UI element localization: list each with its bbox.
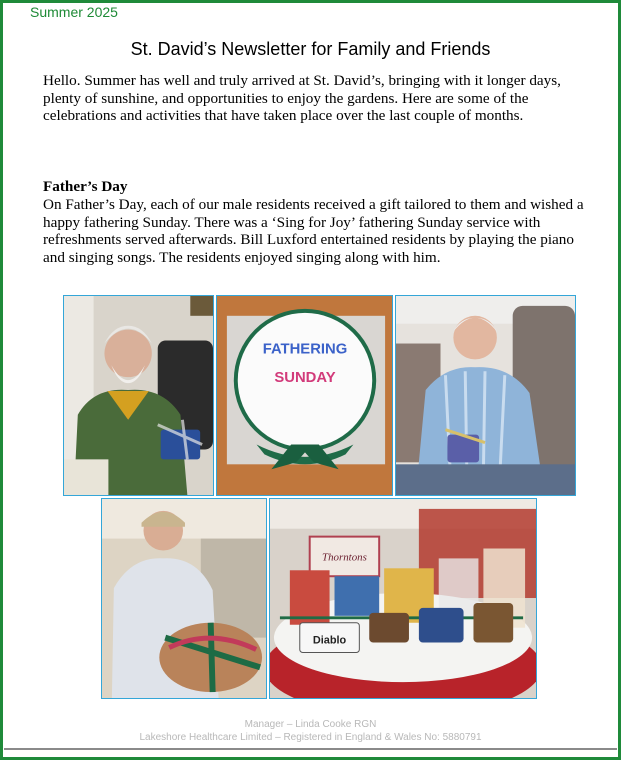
fathers-day-paragraph: On Father’s Day, each of our male residents received a gift tailored to them and wished a happy fathering Sunday. There was a ‘Sing for Joy’ fathering Sunday service with refreshments served afterwards. Bill Luxford entertained residents by playing the piano and singing songs. The residents enjoyed singing along with him. bbox=[43, 196, 584, 266]
photo-gift-table bbox=[269, 498, 537, 699]
newsletter-title: St. David’s Newsletter for Family and Friends bbox=[130, 39, 491, 59]
chocolate-box-label: Thorntons bbox=[322, 551, 367, 564]
footer-manager: Manager – Linda Cooke RGN bbox=[244, 719, 377, 730]
newsletter-season: Summer 2025 bbox=[30, 4, 118, 20]
footer-company: Lakeshore Healthcare Limited – Registered in England & Wales No: 5880791 bbox=[139, 732, 482, 743]
biscuits-label: Diablo bbox=[312, 634, 347, 647]
photo-resident-striped-shirt bbox=[395, 295, 576, 496]
footer-divider bbox=[4, 748, 617, 750]
intro-paragraph: Hello. Summer has well and truly arrived at St. David’s, bringing with it longer days, plenty of sunshine, and opportunities to enjoy the gardens. Here are some of the celebrations and activities that have taken place over the last couple of months. bbox=[43, 72, 561, 125]
photo-fathering-sunday-cake bbox=[216, 295, 393, 496]
photo-resident-green-jumper bbox=[63, 295, 214, 496]
cake-line-2: SUNDAY bbox=[274, 370, 336, 387]
cake-line-1: FATHERING bbox=[262, 341, 348, 358]
photo-resident-gift-basket bbox=[101, 498, 267, 699]
fathers-day-heading: Father’s Day bbox=[43, 178, 128, 195]
